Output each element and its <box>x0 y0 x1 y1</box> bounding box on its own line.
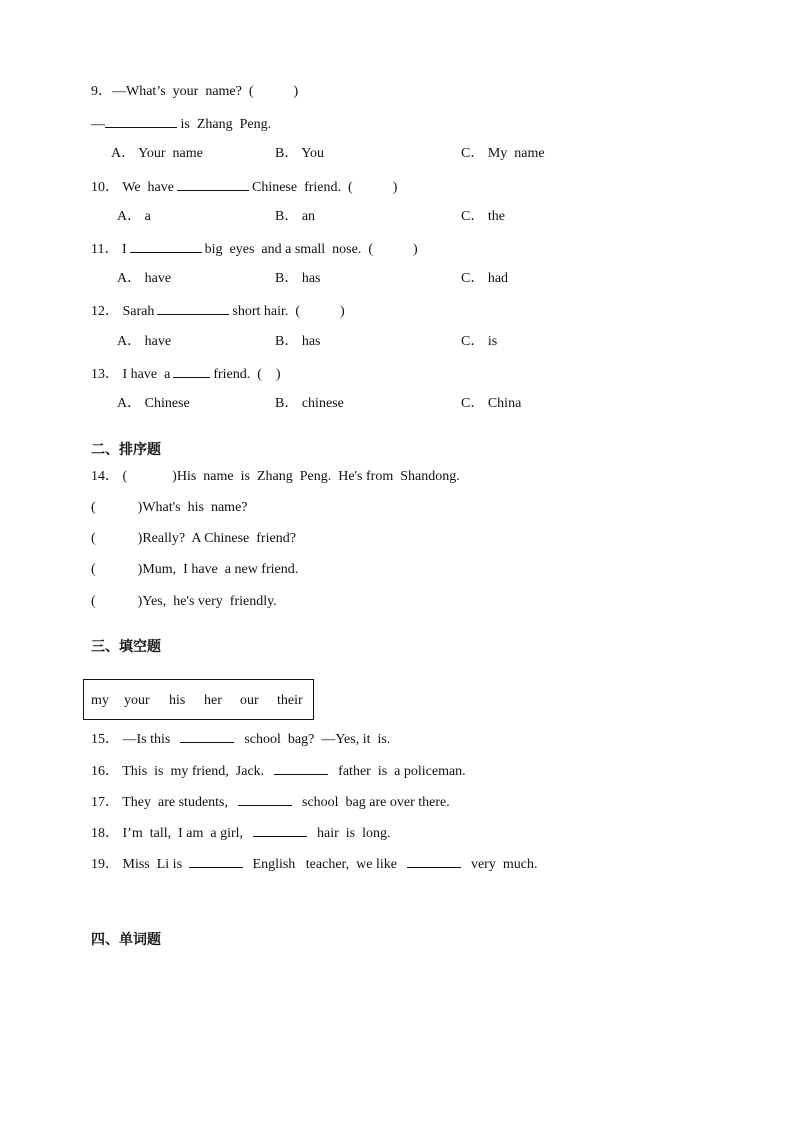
option-letter: B． <box>275 396 299 411</box>
word-bank-item: his <box>169 693 186 708</box>
option-text: have <box>144 271 172 286</box>
answer-blank[interactable] <box>238 792 292 806</box>
question-paren-close: ) <box>275 367 281 382</box>
question-number: 10． <box>91 180 119 195</box>
question-9-line2 <box>91 114 271 134</box>
question-text: school bag are over there. <box>302 795 450 810</box>
question-text: friend. ( <box>213 367 262 382</box>
option-letter: C． <box>461 209 485 224</box>
question-paren-close: ) <box>340 304 345 319</box>
option-text: an <box>301 209 316 224</box>
option-letter: A． <box>117 334 142 349</box>
option-letter: A． <box>111 146 136 161</box>
option-12-b[interactable] <box>275 333 321 351</box>
question-paren-close: ) <box>392 180 398 195</box>
option-letter: A． <box>117 396 142 411</box>
question-number: 13． <box>91 367 119 382</box>
option-10-b[interactable] <box>275 208 315 226</box>
question-number: 11． <box>91 242 119 257</box>
question-text: hair is long. <box>317 826 391 841</box>
option-text: had <box>487 271 509 286</box>
question-paren-close: ) <box>413 242 418 257</box>
option-13-b[interactable] <box>275 395 344 413</box>
question-number: 18． <box>91 826 119 841</box>
ordering-line-2: ( )What's his name? <box>91 500 248 515</box>
option-text: You <box>301 146 325 161</box>
option-11-a[interactable] <box>117 270 171 288</box>
question-number: 9． <box>91 84 112 99</box>
question-9-line1 <box>91 83 298 101</box>
question-text: —What’s your name? ( <box>112 84 254 99</box>
question-text: English teacher, we like <box>252 857 397 872</box>
option-10-c[interactable] <box>461 208 505 226</box>
question-text: Chinese friend. ( <box>251 180 353 195</box>
option-text: Your name <box>138 146 203 161</box>
question-text: I have a <box>122 367 171 382</box>
question-text: is Zhang Peng. <box>177 117 272 132</box>
option-letter: A． <box>117 271 142 286</box>
question-text: I <box>121 242 127 257</box>
option-text: have <box>144 334 172 349</box>
word-bank-box <box>83 679 314 720</box>
answer-blank[interactable] <box>177 177 249 191</box>
question-number: 15． <box>91 732 119 747</box>
dash: — <box>91 117 105 132</box>
fill-item-18 <box>91 823 391 843</box>
section-heading-fill-blank: 三、填空题 <box>91 639 161 655</box>
question-11 <box>91 239 418 259</box>
option-12-c[interactable] <box>461 333 497 351</box>
option-9-b[interactable] <box>275 145 324 163</box>
word-bank-item: her <box>204 693 222 708</box>
answer-blank[interactable] <box>105 114 177 128</box>
option-letter: C． <box>461 271 485 286</box>
option-text: a <box>144 209 151 224</box>
question-text: big eyes and a small nose. ( <box>204 242 374 257</box>
answer-blank[interactable] <box>189 854 243 868</box>
question-10 <box>91 177 397 197</box>
option-13-a[interactable] <box>117 395 190 413</box>
answer-blank[interactable] <box>173 364 210 378</box>
ordering-line-3: ( )Really? A Chinese friend? <box>91 531 296 546</box>
option-text: Chinese <box>144 396 190 411</box>
option-10-a[interactable] <box>117 208 151 226</box>
question-text: short hair. ( <box>232 304 301 319</box>
fill-item-17 <box>91 792 450 812</box>
ordering-text: Yes, he's very friendly. <box>142 594 277 609</box>
option-text: has <box>301 334 321 349</box>
question-paren-close: ) <box>293 84 299 99</box>
ordering-line-4: ( )Mum, I have a new friend. <box>91 562 299 577</box>
fill-item-15 <box>91 729 390 749</box>
answer-blank[interactable] <box>274 761 328 775</box>
option-letter: B． <box>275 334 299 349</box>
word-bank-item: my <box>91 693 109 708</box>
question-13 <box>91 364 281 384</box>
option-letter: C． <box>461 396 485 411</box>
fill-item-19 <box>91 854 537 874</box>
option-9-c[interactable] <box>461 145 545 163</box>
question-text: father is a policeman. <box>338 764 466 779</box>
ordering-text: Really? A Chinese friend? <box>142 531 296 546</box>
answer-blank[interactable] <box>253 823 307 837</box>
option-letter: B． <box>275 209 299 224</box>
question-number: 19． <box>91 857 119 872</box>
answer-blank[interactable] <box>407 854 461 868</box>
answer-blank[interactable] <box>157 301 229 315</box>
question-number: 12． <box>91 304 119 319</box>
question-text: very much. <box>470 857 538 872</box>
ordering-text: What's his name? <box>142 500 248 515</box>
question-number: 16． <box>91 764 119 779</box>
section-heading-ordering: 二、排序题 <box>91 442 161 458</box>
question-text: I’m tall, I am a girl, <box>122 826 244 841</box>
question-text: school bag? —Yes, it is. <box>244 732 391 747</box>
option-text: has <box>301 271 321 286</box>
question-text: They are students, <box>122 795 228 810</box>
word-bank-item: their <box>277 693 303 708</box>
question-number: 14． <box>91 469 119 484</box>
ordering-line-1: 14． ( )His name is Zhang Peng. He's from Shandong. <box>91 469 460 484</box>
option-13-c[interactable] <box>461 395 521 413</box>
option-letter: C． <box>461 146 485 161</box>
option-11-c[interactable] <box>461 270 508 288</box>
option-text: the <box>487 209 505 224</box>
question-text: —Is this <box>122 732 171 747</box>
question-text: Miss Li is <box>122 857 183 872</box>
word-bank-item: your <box>124 693 150 708</box>
option-11-b[interactable] <box>275 270 321 288</box>
question-12 <box>91 301 345 321</box>
word-bank-item: our <box>240 693 259 708</box>
option-letter: A． <box>117 209 142 224</box>
option-text: chinese <box>301 396 344 411</box>
answer-blank[interactable] <box>130 239 202 253</box>
answer-blank[interactable] <box>180 729 234 743</box>
question-text: We have <box>122 180 174 195</box>
question-text: This is my friend, Jack. <box>122 764 265 779</box>
option-12-a[interactable] <box>117 333 171 351</box>
ordering-text: Mum, I have a new friend. <box>142 562 299 577</box>
question-number: 17． <box>91 795 119 810</box>
question-text: Sarah <box>122 304 155 319</box>
option-letter: B． <box>275 146 299 161</box>
option-letter: C． <box>461 334 485 349</box>
option-text: China <box>487 396 522 411</box>
section-heading-words: 四、单词题 <box>91 932 161 948</box>
option-letter: B． <box>275 271 299 286</box>
option-9-a[interactable] <box>111 145 203 163</box>
option-text: My name <box>487 146 545 161</box>
ordering-line-5: ( )Yes, he's very friendly. <box>91 594 277 609</box>
ordering-text: His name is Zhang Peng. He's from Shandong. <box>176 469 460 484</box>
fill-item-16 <box>91 761 466 781</box>
option-text: is <box>487 334 498 349</box>
